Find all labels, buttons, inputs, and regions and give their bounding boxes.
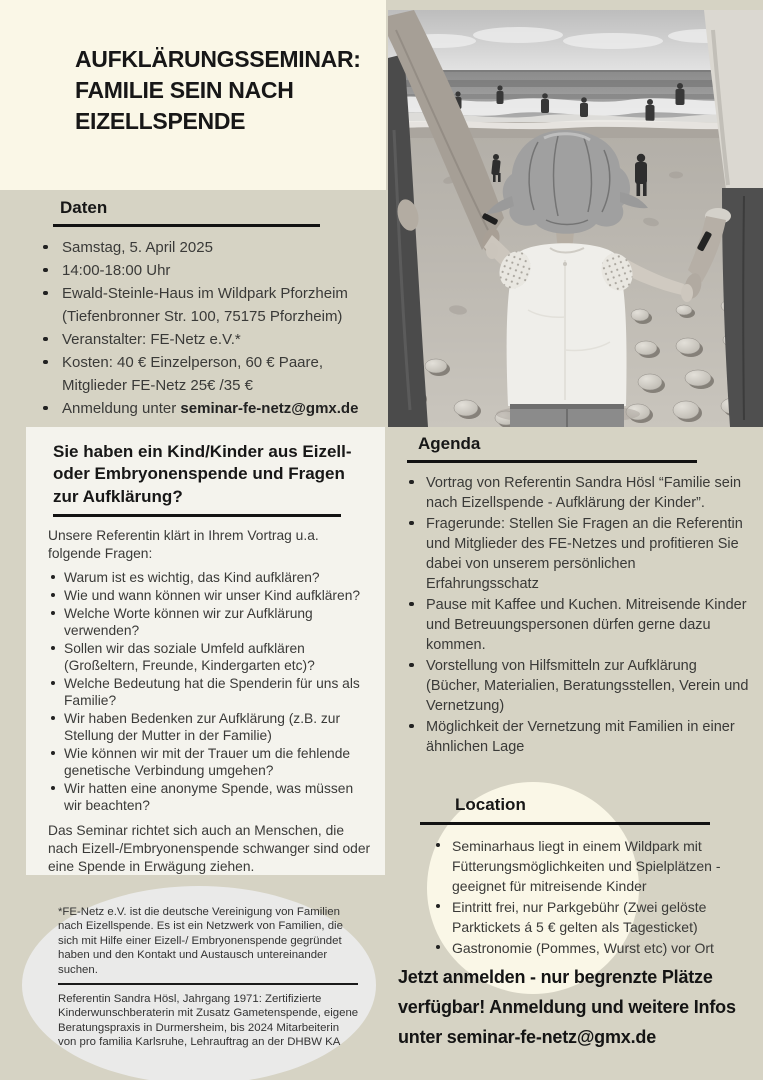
title-line-2: FAMILIE SEIN NACH xyxy=(75,77,294,103)
questions-list xyxy=(48,569,371,814)
question-item: Warum ist es wichtig, das Kind aufklären? xyxy=(48,569,371,586)
title-line-3: EIZELLSPENDE xyxy=(75,108,246,134)
question-item: Welche Worte können wir zur Aufklärung verwenden? xyxy=(48,605,371,639)
cta-text: Jetzt anmelden - nur begrenzte Plätze verfügbar! Anmeldung und weitere Infos unter seminar-fe-netz@gmx.de xyxy=(398,967,736,1047)
section-questions xyxy=(26,427,385,875)
section-location xyxy=(420,793,742,959)
footnote-ellipse xyxy=(22,886,376,1080)
daten-heading: Daten xyxy=(60,198,108,217)
question-item: Wie können wir mit der Trauer um die fehlende genetische Verbindung umgehen? xyxy=(48,745,371,779)
location-item: Seminarhaus liegt in einem Wildpark mit Fütterungsmöglichkeiten und Spielplätzen - geeignet für mitreisende Kinder xyxy=(420,836,742,896)
daten-item-time: 14:00-18:00 Uhr xyxy=(40,259,362,282)
question-item: Wir haben Bedenken zur Aufklärung (z.B. zur Stellung der Mutter in der Familie) xyxy=(48,710,371,744)
title-line-1: AUFKLÄRUNGSSEMINAR: xyxy=(75,46,361,72)
agenda-item: Fragerunde: Stellen Sie Fragen an die Referentin und Mitglieder des FE-Netzes und profitieren Sie dabei von unserem persönlichen Erfahrungsschatz xyxy=(406,514,750,594)
location-list xyxy=(420,836,742,958)
contact-email: seminar-fe-netz@gmx.de xyxy=(180,399,359,417)
questions-intro: Unsere Referentin klärt in Ihrem Vortrag u.a. folgende Fragen: xyxy=(48,527,319,561)
daten-list xyxy=(40,236,362,420)
daten-item-registration xyxy=(40,397,362,420)
daten-item-venue: Ewald-Steinle-Haus im Wildpark Pforzheim (Tiefenbronner Str. 100, 75175 Pforzheim) xyxy=(40,282,362,328)
page-title xyxy=(75,44,361,137)
registration-prefix: Anmeldung unter xyxy=(62,399,181,417)
agenda-item: Vorstellung von Hilfsmitteln zur Aufklärung (Bücher, Materialien, Beratungsstellen, Verein und Vernetzung) xyxy=(406,656,750,716)
questions-heading: Sie haben ein Kind/Kinder aus Eizell- oder Embryonenspende und Fragen zur Aufklärung? xyxy=(53,442,352,506)
footnote-fe-netz: *FE-Netz e.V. ist die deutsche Vereinigung von Familien nach Eizellspende. Es ist ein Netzwerk von Familien, die sich mit Hilfe einer Eizell-/ Embryonenspende gegründet haben und den Kontakt und Austausch untereinander suchen. xyxy=(58,906,343,976)
daten-underline xyxy=(53,224,320,227)
title-block xyxy=(0,0,386,190)
daten-item-cost: Kosten: 40 € Einzelperson, 60 € Paare, Mitglieder FE-Netz 25€ /35 € xyxy=(40,351,362,397)
footnote-divider xyxy=(58,983,358,985)
agenda-item: Pause mit Kaffee und Kuchen. Mitreisende Kinder und Betreuungspersonen dürfen gerne dazu kommen. xyxy=(406,595,750,655)
questions-underline xyxy=(53,514,341,517)
beach-photo xyxy=(388,10,763,427)
agenda-list xyxy=(406,473,750,757)
question-item: Welche Bedeutung hat die Spenderin für uns als Familie? xyxy=(48,675,371,709)
section-daten xyxy=(40,196,362,420)
agenda-heading: Agenda xyxy=(418,434,481,453)
question-item: Wie und wann können wir unser Kind aufklären? xyxy=(48,587,371,604)
agenda-underline xyxy=(407,460,697,463)
daten-item-date: Samstag, 5. April 2025 xyxy=(40,236,362,259)
location-underline xyxy=(420,822,710,825)
location-heading: Location xyxy=(455,795,526,814)
daten-item-organizer: Veranstalter: FE-Netz e.V.* xyxy=(40,328,362,351)
section-agenda xyxy=(406,432,750,758)
questions-outro: Das Seminar richtet sich auch an Menschen, die nach Eizell-/Embryonenspende schwanger sind oder eine Spende in Erwägung ziehen. xyxy=(48,822,371,874)
footnote-referentin: Referentin Sandra Hösl, Jahrgang 1971: Zertifizierte Kinderwunschberaterin mit Zusatz Gametenspende, eigene Beratungspraxis in Durmersheim, bis 2024 Mitarbeiterin von pro familia Karlsruhe, Lehrauftrag an der DHBW KA xyxy=(58,993,359,1049)
agenda-item: Vortrag von Referentin Sandra Hösl “Familie sein nach Eizellspende - Aufklärung der Kinder”. xyxy=(406,473,750,513)
location-item: Eintritt frei, nur Parkgebühr (Zwei gelöste Parktickets á 5 € gelten als Tagesticket) xyxy=(420,897,742,937)
question-item: Wir hatten eine anonyme Spende, was müssen wir beachten? xyxy=(48,780,371,814)
question-item: Sollen wir das soziale Umfeld aufklären (Großeltern, Freunde, Kindergarten etc)? xyxy=(48,640,371,674)
agenda-item: Möglichkeit der Vernetzung mit Familien in einer ähnlichen Lage xyxy=(406,717,750,757)
location-item: Gastronomie (Pommes, Wurst etc) vor Ort xyxy=(420,938,742,958)
